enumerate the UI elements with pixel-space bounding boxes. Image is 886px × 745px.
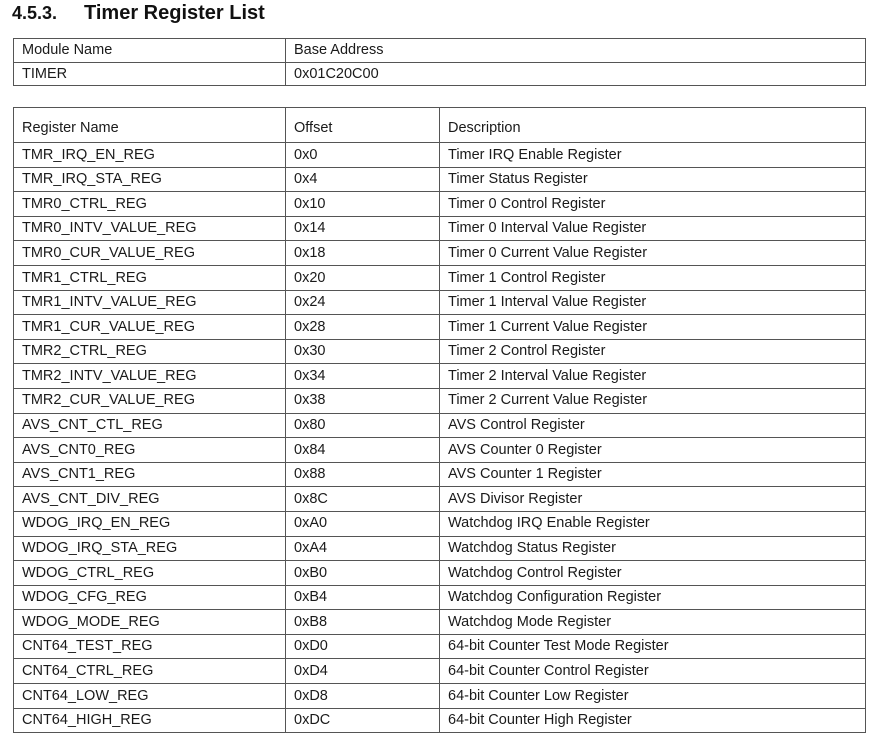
description-cell: Timer Status Register (440, 167, 866, 192)
offset-cell: 0x88 (286, 462, 440, 487)
offset-cell: 0x8C (286, 487, 440, 512)
section-number: 4.5.3. (12, 3, 58, 23)
description-cell: Watchdog Status Register (440, 536, 866, 561)
table-row (14, 192, 866, 217)
offset-cell: 0x80 (286, 413, 440, 438)
register-name-cell: TMR0_INTV_VALUE_REG (14, 216, 286, 241)
description-cell: AVS Counter 0 Register (440, 438, 866, 463)
register-name-cell: TMR0_CTRL_REG (14, 192, 286, 217)
offset-cell: 0x14 (286, 216, 440, 241)
description-cell: Watchdog Configuration Register (440, 585, 866, 610)
description-cell: 64-bit Counter Low Register (440, 684, 866, 709)
register-name-cell: WDOG_CFG_REG (14, 585, 286, 610)
offset-cell: 0x10 (286, 192, 440, 217)
table-row (14, 290, 866, 315)
register-name-cell: CNT64_CTRL_REG (14, 659, 286, 684)
table-row (14, 216, 866, 241)
register-name-cell: TMR1_CTRL_REG (14, 265, 286, 290)
description-cell: Timer 1 Current Value Register (440, 315, 866, 340)
description-cell: Watchdog IRQ Enable Register (440, 511, 866, 536)
register-name-cell: AVS_CNT_CTL_REG (14, 413, 286, 438)
description-cell: AVS Counter 1 Register (440, 462, 866, 487)
offset-cell: 0x4 (286, 167, 440, 192)
offset-cell: 0x0 (286, 143, 440, 168)
register-name-cell: TMR1_CUR_VALUE_REG (14, 315, 286, 340)
register-name-cell: WDOG_IRQ_EN_REG (14, 511, 286, 536)
table-row (14, 143, 866, 168)
offset-cell: 0x30 (286, 339, 440, 364)
offset-cell: 0xA4 (286, 536, 440, 561)
table-row (14, 438, 866, 463)
section-heading (12, 2, 265, 30)
table-row (14, 634, 866, 659)
description-cell: Timer 2 Current Value Register (440, 388, 866, 413)
table-row (14, 561, 866, 586)
register-name-cell: CNT64_HIGH_REG (14, 708, 286, 733)
table-row (14, 388, 866, 413)
register-name-header: Register Name (14, 108, 286, 143)
offset-cell: 0x34 (286, 364, 440, 389)
table-row (14, 684, 866, 709)
table-row (14, 487, 866, 512)
register-name-cell: WDOG_IRQ_STA_REG (14, 536, 286, 561)
register-name-cell: TMR_IRQ_EN_REG (14, 143, 286, 168)
table-row (14, 413, 866, 438)
base-address-cell: 0x01C20C00 (286, 62, 866, 86)
description-cell: 64-bit Counter Control Register (440, 659, 866, 684)
description-cell: Timer 1 Interval Value Register (440, 290, 866, 315)
table-row (14, 364, 866, 389)
offset-cell: 0xD8 (286, 684, 440, 709)
offset-cell: 0x38 (286, 388, 440, 413)
offset-header: Offset (286, 108, 440, 143)
offset-cell: 0x28 (286, 315, 440, 340)
module-table (13, 38, 866, 86)
description-cell: 64-bit Counter High Register (440, 708, 866, 733)
module-name-cell: TIMER (14, 62, 286, 86)
table-row (14, 462, 866, 487)
table-row (14, 610, 866, 635)
register-name-cell: TMR2_CTRL_REG (14, 339, 286, 364)
description-cell: Timer 2 Interval Value Register (440, 364, 866, 389)
table-row (14, 536, 866, 561)
module-name-header: Module Name (14, 39, 286, 63)
table-row (14, 585, 866, 610)
description-cell: Timer 2 Control Register (440, 339, 866, 364)
register-name-cell: TMR_IRQ_STA_REG (14, 167, 286, 192)
register-name-cell: CNT64_TEST_REG (14, 634, 286, 659)
offset-cell: 0xB8 (286, 610, 440, 635)
offset-cell: 0xA0 (286, 511, 440, 536)
offset-cell: 0xB4 (286, 585, 440, 610)
register-name-cell: TMR1_INTV_VALUE_REG (14, 290, 286, 315)
register-name-cell: WDOG_MODE_REG (14, 610, 286, 635)
offset-cell: 0x20 (286, 265, 440, 290)
module-table-header-row (14, 39, 866, 63)
description-cell: AVS Control Register (440, 413, 866, 438)
description-cell: Timer 0 Current Value Register (440, 241, 866, 266)
description-cell: AVS Divisor Register (440, 487, 866, 512)
table-row (14, 511, 866, 536)
offset-cell: 0xB0 (286, 561, 440, 586)
offset-cell: 0x84 (286, 438, 440, 463)
table-row (14, 241, 866, 266)
description-cell: Timer IRQ Enable Register (440, 143, 866, 168)
register-name-cell: TMR2_CUR_VALUE_REG (14, 388, 286, 413)
table-row (14, 339, 866, 364)
table-row (14, 315, 866, 340)
description-cell: Timer 0 Interval Value Register (440, 216, 866, 241)
description-cell: Watchdog Mode Register (440, 610, 866, 635)
offset-cell: 0xD0 (286, 634, 440, 659)
module-table-row (14, 62, 866, 86)
register-table-header-row (14, 108, 866, 143)
offset-cell: 0x24 (286, 290, 440, 315)
description-cell: Watchdog Control Register (440, 561, 866, 586)
description-header: Description (440, 108, 866, 143)
register-name-cell: TMR0_CUR_VALUE_REG (14, 241, 286, 266)
description-cell: 64-bit Counter Test Mode Register (440, 634, 866, 659)
table-row (14, 265, 866, 290)
offset-cell: 0xDC (286, 708, 440, 733)
register-name-cell: AVS_CNT0_REG (14, 438, 286, 463)
register-table (13, 107, 866, 733)
table-row (14, 659, 866, 684)
table-row (14, 708, 866, 733)
description-cell: Timer 1 Control Register (440, 265, 866, 290)
register-name-cell: WDOG_CTRL_REG (14, 561, 286, 586)
offset-cell: 0xD4 (286, 659, 440, 684)
section-title: Timer Register List (84, 2, 265, 24)
register-name-cell: TMR2_INTV_VALUE_REG (14, 364, 286, 389)
register-name-cell: CNT64_LOW_REG (14, 684, 286, 709)
table-row (14, 167, 866, 192)
register-name-cell: AVS_CNT_DIV_REG (14, 487, 286, 512)
offset-cell: 0x18 (286, 241, 440, 266)
register-name-cell: AVS_CNT1_REG (14, 462, 286, 487)
base-address-header: Base Address (286, 39, 866, 63)
description-cell: Timer 0 Control Register (440, 192, 866, 217)
